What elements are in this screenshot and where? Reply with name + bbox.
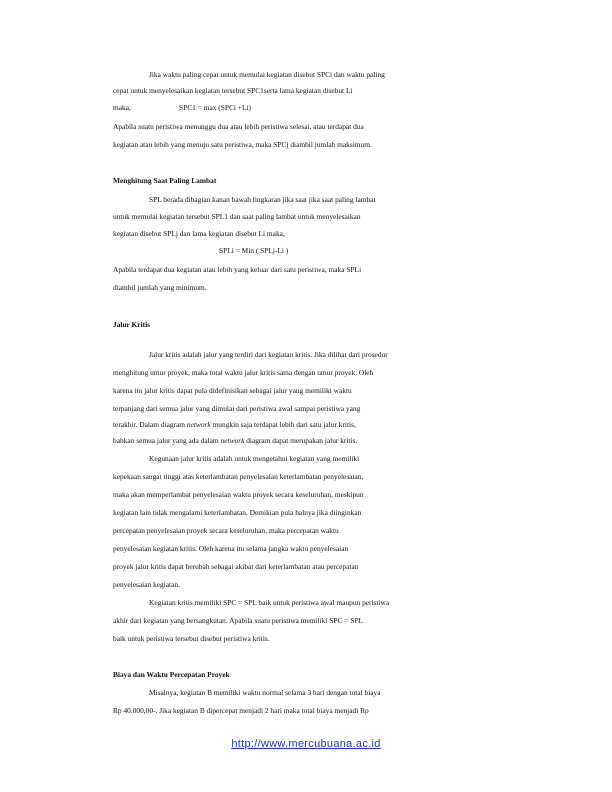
section-heading: Jalur Kritis: [113, 320, 151, 329]
text-line: cepat untuk menyelesaikan kegiatan tersebut SPC1serta lama kegiatan disebut Li: [113, 86, 353, 95]
text-fragment: mungkin saja terdapat lebih dari satu jalur kritis,: [210, 420, 356, 429]
section-heading: Biaya dan Waktu Percepatan Proyek: [113, 670, 230, 679]
text-line: karena itu jalur kritis dapat pula didefinisikan sebagai jalur yang memiliki waktu: [113, 386, 352, 395]
text-line: Rp 40.000,00-. Jika kegiatan B dipercepat menjadi 2 hari maka total biaya menjadi Rp: [113, 706, 369, 715]
text-line: proyek jalur kritis dapat berubah sebagai akibat dari keterlambatan atau percepatan: [113, 562, 359, 571]
text-line: penyelesaian kegiatan.: [113, 580, 180, 589]
text-line: penyelesaian kegiatan kritis. Oleh karena itu selama jangka waktu penyelesaian: [113, 544, 349, 553]
text-fragment: maka,: [113, 103, 131, 112]
emphasis-term: network: [186, 420, 211, 429]
text-line: Misalnya, kegiatan B memiliki waktu normal selama 3 hari dengan total biaya: [149, 688, 381, 697]
text-fragment: bahkan semua jalur yang ada dalam: [113, 436, 221, 445]
section-heading: Menghitung Saat Paling Lambat: [113, 176, 217, 185]
text-fragment: diagram dapat merupakan jalur kritis.: [244, 436, 358, 445]
text-line: Apabila terdapat dua kegiatan atau lebih yang keluar dari satu peristiwa, maka SPLi: [113, 265, 362, 274]
text-line: Jika waktu paling cepat untuk memulai kegiatan disebut SPCi dan waktu paling: [149, 70, 385, 79]
text-line: Jalur kritis adalah jalur yang terdiri dari kegiatan kritis. Jika dilihat dari prosedur: [149, 350, 388, 359]
footer-url-link[interactable]: http://www.mercubuana.ac.id: [231, 738, 381, 750]
text-line: akhir dari kegiatan yang bersangkutan. Apabila suatu peristiwa memiliki SPC = SPL: [113, 616, 364, 625]
emphasis-term: network: [220, 436, 245, 445]
text-line: baik untuk peristiwa tersebut disebut peristiwa kritis.: [113, 634, 270, 643]
text-line: kepekaan sangat tinggi atas keterlambatan penyelesaian keterlambatan penyelesaian,: [113, 472, 364, 481]
text-line: untuk memulai kegiatan tersebut SPL1 dan saat paling lambat untuk menyelesaikan: [113, 212, 361, 221]
text-line: kegiatan lain tidak mengalami keterlambatan. Demikian pula halnya jika diinginkan: [113, 508, 362, 517]
text-line: [113, 103, 523, 113]
text-line: Kegiatan kritis memiliki SPC = SPL baik untuk peristiwa awal maupun peristiwa: [149, 598, 390, 607]
text-line: terpanjang dari semua jalur yang dimulai dari peristiwa awal sampai peristiwa yang: [113, 404, 361, 413]
text-line: kegiatan atau lebih yang menuju satu peristiwa, maka SPCj diambil jumlah maksimum.: [113, 140, 372, 149]
text-line: kegiatan disebut SPLj dan lama kegiatan disebut Li maka,: [113, 229, 285, 238]
text-fragment: terakhir. Dalam diagram: [113, 420, 187, 429]
text-line: maka akan memperlambat penyelesaian waktu proyek secara keseluruhan, meskipun: [113, 490, 364, 499]
text-line: SPL berada dibagian kanan bawah lingkaran jika saat jika saat paling lambat: [149, 195, 376, 204]
text-line: [113, 436, 523, 446]
text-line: diambil jumlah yang minimum.: [113, 283, 207, 292]
text-line: Apabila suatu peristiwa menunggu dua atau lebih peristiwa selesai, atau terdapat dua: [113, 122, 364, 131]
text-line: percepatan penyelesaian proyek secara keseluruhan, maka percepatan waktu: [113, 526, 339, 535]
formula: SPLi = Min ( SPLj-Li ): [219, 246, 289, 255]
formula: SPC1 = maх (SPCi +Li): [179, 103, 251, 112]
text-line: Kegunaan jalur kritis adalah untuk mengetahui kegiatan yang memiliki: [149, 454, 360, 463]
text-line: menghitung umur proyek, maka total waktu jalur kritis sama dengan umur proyek. Oleh: [113, 368, 374, 377]
text-line: [113, 420, 523, 430]
